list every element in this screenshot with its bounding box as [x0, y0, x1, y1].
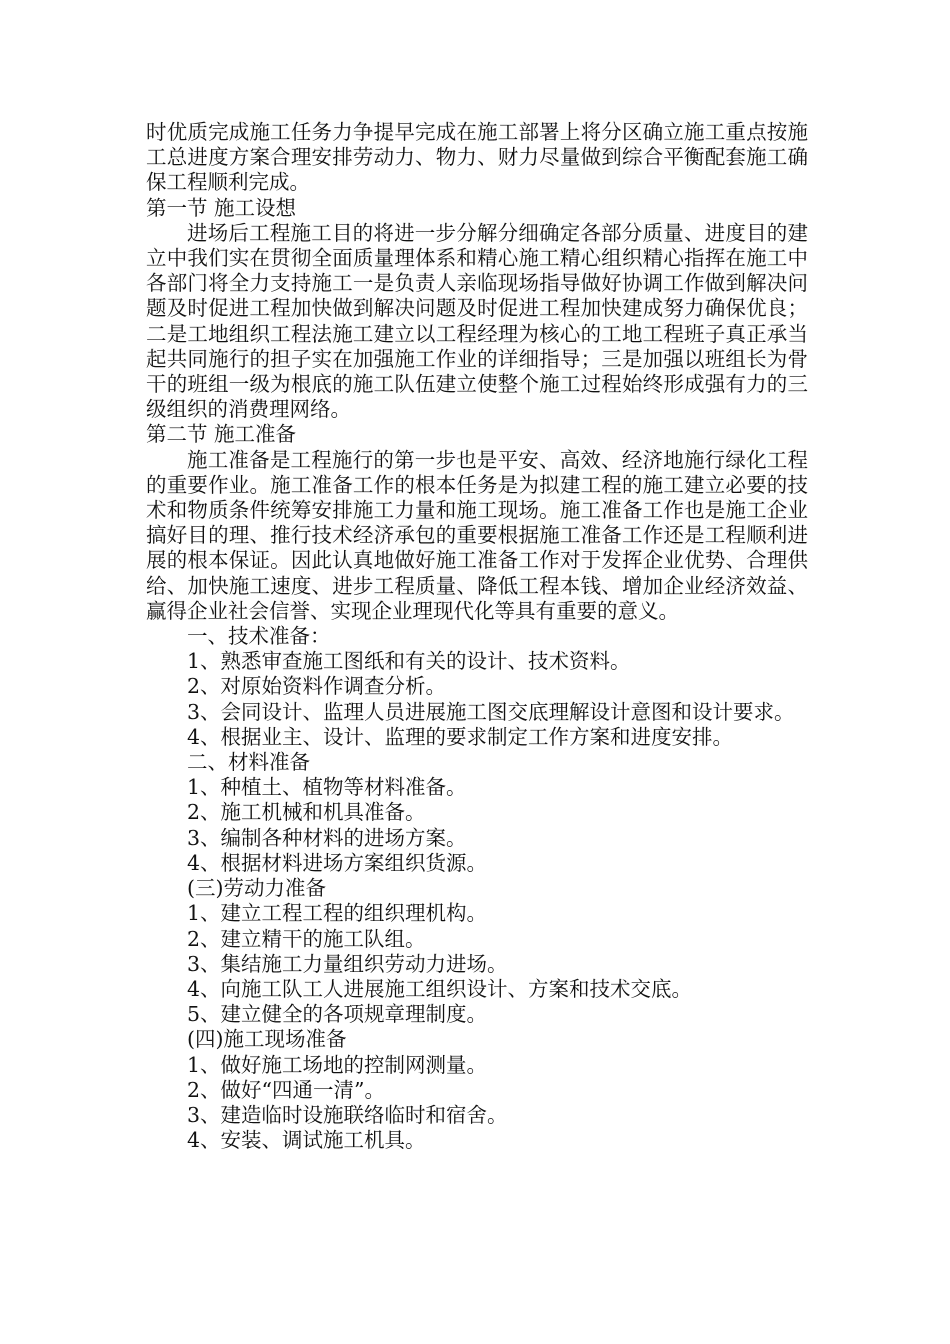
- group-materials-title: 二、材料准备: [187, 750, 310, 775]
- list-item: 2、施工机械和机具准备。: [187, 800, 426, 825]
- section-1-heading: 第一节 施工设想: [146, 195, 297, 220]
- section-2-body: 施工准备是工程施行的第一步也是平安、高效、经济地施行绿化工程的重要作业。施工准备工作的根本任务是为拟建工程的施工建立必要的技术和物质条件统筹安排施工力量和施工现场。施工准备工作也是施工企业搞好目的理、推行技术经济承包的重要根据施工准备工作还是工程顺利进展的根本保证。因此认真地做好施工准备工作对于发挥企业优势、合理供给、加快施工速度、进步工程质量、降低工程本钱、增加企业经济效益、赢得企业社会信誉、实现企业理现代化等具有重要的意义。: [146, 447, 808, 623]
- list-item: 4、根据业主、设计、监理的要求制定工作方案和进度安排。: [187, 724, 734, 749]
- group-technical-title: 一、技术准备：: [187, 624, 331, 649]
- intro-paragraph: 时优质完成施工任务力争提早完成在施工部署上将分区确立施工重点按施工总进度方案合理安排劳动力、物力、财力尽量做到综合平衡配套施工确保工程顺利完成。: [146, 120, 808, 195]
- list-item: 3、编制各种材料的进场方案。: [187, 825, 467, 850]
- list-item: 4、安装、调试施工机具。: [187, 1128, 426, 1153]
- group-site-title: (四)施工现场准备: [187, 1027, 347, 1052]
- section-2-heading: 第二节 施工准备: [146, 422, 297, 447]
- list-item: 4、向施工队工人进展施工组织设计、方案和技术交底。: [187, 976, 693, 1001]
- list-item: 3、会同设计、监理人员进展施工图交底理解设计意图和设计要求。: [187, 699, 795, 724]
- list-item: 1、种植土、植物等材料准备。: [187, 775, 467, 800]
- list-item: 2、做好“四通一清”。: [187, 1077, 386, 1102]
- list-item: 1、熟悉审查施工图纸和有关的设计、技术资料。: [187, 649, 631, 674]
- list-item: 2、对原始资料作调查分析。: [187, 674, 447, 699]
- list-item: 1、做好施工场地的控制网测量。: [187, 1052, 488, 1077]
- list-item: 1、建立工程工程的组织理机构。: [187, 901, 488, 926]
- document-page: [146, 120, 808, 1153]
- list-item: 3、集结施工力量组织劳动力进场。: [187, 951, 508, 976]
- list-item: 2、建立精干的施工队组。: [187, 926, 426, 951]
- group-labor-title: (三)劳动力准备: [187, 876, 326, 901]
- section-1-body: 进场后工程施工目的将进一步分解分细确定各部分质量、进度目的建立中我们实在贯彻全面质量理体系和精心施工精心组织精心指挥在施工中各部门将全力支持施工一是负责人亲临现场指导做好协调工作做到解决问题及时促进工程加快做到解决问题及时促进工程加快建成努力确保优良；二是工地组织工程法施工建立以工程经理为核心的工地工程班子真正承当起共同施行的担子实在加强施工作业的详细指导；三是加强以班组长为骨干的班组一级为根底的施工队伍建立使整个施工过程始终形成强有力的三级组织的消费理网络。: [146, 220, 808, 422]
- list-item: 4、根据材料进场方案组织货源。: [187, 850, 488, 875]
- list-item: 5、建立健全的各项规章理制度。: [187, 1002, 488, 1027]
- list-item: 3、建造临时设施联络临时和宿舍。: [187, 1102, 508, 1127]
